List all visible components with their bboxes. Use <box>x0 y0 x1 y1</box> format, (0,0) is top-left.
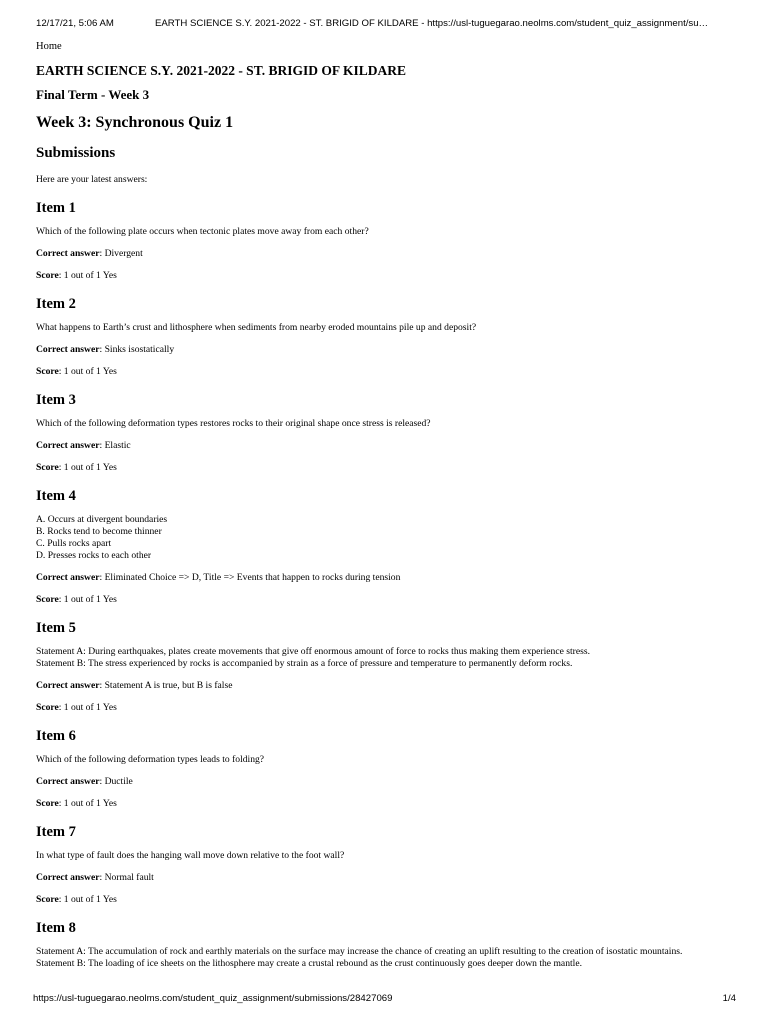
correct-answer-label: Correct answer <box>36 248 100 259</box>
score-label: Score <box>36 894 59 905</box>
score-value: : 1 out of 1 Yes <box>58 798 117 809</box>
correct-answer-value: : Eliminated Choice => D, Title => Events that happen to rocks during tension <box>99 572 401 583</box>
item-correct-answer <box>36 248 736 260</box>
question-line: Statement B: The loading of ice sheets on the lithosphere may create a crustal rebound as the crust continuously goes deeper down the mantle. <box>36 958 582 969</box>
score-label: Score <box>36 366 59 377</box>
course-title: EARTH SCIENCE S.Y. 2021-2022 - ST. BRIGID OF KILDARE <box>36 63 406 78</box>
quiz-item <box>36 295 736 378</box>
item-title: Item 3 <box>36 392 76 408</box>
question-line: In what type of fault does the hanging wall move down relative to the foot wall? <box>36 850 345 861</box>
score-label: Score <box>36 594 59 605</box>
question-line: Which of the following plate occurs when tectonic plates move away from each other? <box>36 226 369 237</box>
quiz-item <box>36 391 736 474</box>
item-title: Item 2 <box>36 296 76 312</box>
question-line: Statement A: The accumulation of rock and earthly materials on the surface may increase the chance of creating an uplift resulting to the creation of isostatic mountains. <box>36 946 683 957</box>
correct-answer-label: Correct answer <box>36 872 100 883</box>
quiz-item <box>36 919 736 970</box>
score-value: : 1 out of 1 Yes <box>58 270 117 281</box>
question-line: A. Occurs at divergent boundaries <box>36 514 168 525</box>
correct-answer-value: : Divergent <box>99 248 143 259</box>
page-number: 1/4 <box>722 993 736 1004</box>
item-question <box>36 226 736 238</box>
item-question <box>36 850 736 862</box>
question-line: D. Presses rocks to each other <box>36 550 152 561</box>
score-value: : 1 out of 1 Yes <box>58 366 117 377</box>
question-line: Which of the following deformation types restores rocks to their original shape once stress is released? <box>36 418 431 429</box>
item-question <box>36 514 736 562</box>
score-label: Score <box>36 270 59 281</box>
correct-answer-value: : Ductile <box>99 776 133 787</box>
question-line: Statement B: The stress experienced by rocks is accompanied by strain as a force of pressure and temperature to permanently deform rocks. <box>36 658 573 669</box>
question-line: Statement A: During earthquakes, plates create movements that give off enormous amount of force to rocks thus making them experience stress. <box>36 646 590 657</box>
item-title: Item 1 <box>36 200 76 216</box>
item-score <box>36 594 736 606</box>
item-question <box>36 946 736 970</box>
correct-answer-label: Correct answer <box>36 344 100 355</box>
question-line: B. Rocks tend to become thinner <box>36 526 162 537</box>
item-title: Item 7 <box>36 824 76 840</box>
correct-answer-label: Correct answer <box>36 572 100 583</box>
score-label: Score <box>36 798 59 809</box>
score-label: Score <box>36 462 59 473</box>
item-title: Item 4 <box>36 488 76 504</box>
item-question <box>36 322 736 334</box>
item-score <box>36 702 736 714</box>
item-score <box>36 894 736 906</box>
item-title: Item 6 <box>36 728 76 744</box>
quiz-item <box>36 487 736 606</box>
submissions-heading: Submissions <box>36 145 116 161</box>
quiz-item <box>36 199 736 282</box>
print-datetime: 12/17/21, 5:06 AM <box>36 18 114 29</box>
print-page-title: EARTH SCIENCE S.Y. 2021-2022 - ST. BRIGID OF KILDARE - https://usl-tuguegarao.neolms.com/student_quiz_assignment/su… <box>155 18 709 29</box>
item-score <box>36 366 736 378</box>
print-url: https://usl-tuguegarao.neolms.com/student_quiz_assignment/submissions/28427069 <box>33 993 393 1004</box>
item-question <box>36 646 736 670</box>
term-title: Final Term - Week 3 <box>36 87 150 102</box>
question-line: Which of the following deformation types leads to folding? <box>36 754 265 765</box>
score-value: : 1 out of 1 Yes <box>58 894 117 905</box>
item-correct-answer <box>36 680 736 692</box>
score-value: : 1 out of 1 Yes <box>58 594 117 605</box>
score-value: : 1 out of 1 Yes <box>58 462 117 473</box>
item-correct-answer <box>36 572 736 584</box>
home-link[interactable]: Home <box>36 41 62 52</box>
item-correct-answer <box>36 872 736 884</box>
correct-answer-value: : Statement A is true, but B is false <box>99 680 233 691</box>
quiz-item <box>36 823 736 906</box>
quiz-title: Week 3: Synchronous Quiz 1 <box>36 114 234 131</box>
page-content <box>36 36 736 970</box>
items-list <box>36 199 736 970</box>
correct-answer-label: Correct answer <box>36 680 100 691</box>
submissions-intro: Here are your latest answers: <box>36 174 148 185</box>
quiz-item <box>36 727 736 810</box>
question-line: C. Pulls rocks apart <box>36 538 112 549</box>
item-score <box>36 270 736 282</box>
item-question <box>36 418 736 430</box>
print-footer <box>0 992 768 1006</box>
print-header <box>0 17 768 31</box>
correct-answer-value: : Sinks isostatically <box>99 344 175 355</box>
item-score <box>36 462 736 474</box>
correct-answer-label: Correct answer <box>36 776 100 787</box>
item-correct-answer <box>36 440 736 452</box>
score-label: Score <box>36 702 59 713</box>
correct-answer-value: : Normal fault <box>99 872 154 883</box>
correct-answer-label: Correct answer <box>36 440 100 451</box>
question-line: What happens to Earth’s crust and lithosphere when sediments from nearby eroded mountains pile up and deposit? <box>36 322 477 333</box>
correct-answer-value: : Elastic <box>99 440 131 451</box>
score-value: : 1 out of 1 Yes <box>58 702 117 713</box>
quiz-item <box>36 619 736 714</box>
item-title: Item 5 <box>36 620 76 636</box>
item-correct-answer <box>36 344 736 356</box>
item-correct-answer <box>36 776 736 788</box>
item-title: Item 8 <box>36 920 76 936</box>
item-question <box>36 754 736 766</box>
item-score <box>36 798 736 810</box>
